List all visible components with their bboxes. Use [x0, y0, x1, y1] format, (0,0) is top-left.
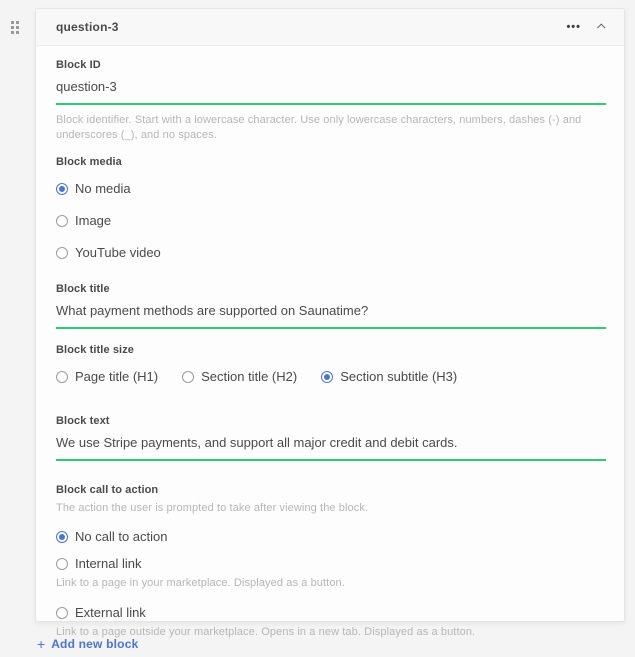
block-text-field-group — [56, 415, 606, 461]
block-title-input[interactable] — [56, 298, 606, 329]
radio-option-label: Page title (H1) — [75, 369, 159, 384]
radio-option-page-title-h1[interactable] — [56, 365, 158, 388]
radio-option-no-media[interactable] — [56, 177, 606, 200]
add-new-block-button[interactable] — [37, 637, 138, 651]
radio-icon[interactable] — [321, 371, 333, 383]
radio-option-label: No media — [75, 181, 131, 196]
card-body — [36, 46, 624, 640]
cta-option-help-text: Link to a page in your marketplace. Displayed as a button. — [56, 577, 345, 589]
header-actions — [566, 20, 608, 34]
radio-option-section-subtitle-h3[interactable] — [321, 365, 457, 388]
block-title-size-options — [56, 365, 606, 388]
radio-option-label: Image — [75, 213, 112, 228]
block-cta-field-group — [56, 484, 606, 640]
cta-option-no-call-to-action — [56, 525, 606, 548]
cta-option-help-text: Link to a page outside your marketplace. Opens in a new tab. Displayed as a button. — [56, 626, 476, 638]
radio-option-external-link[interactable] — [56, 601, 606, 624]
radio-icon[interactable] — [182, 371, 194, 383]
radio-option-label: YouTube video — [75, 245, 161, 260]
block-title-field-group — [56, 283, 606, 329]
block-id-label: Block ID — [56, 59, 101, 71]
radio-option-section-title-h2[interactable] — [182, 365, 297, 388]
radio-option-no-call-to-action[interactable] — [56, 525, 606, 548]
block-editor-card — [35, 8, 625, 638]
radio-icon[interactable] — [56, 371, 68, 383]
card-header — [36, 9, 624, 46]
radio-icon[interactable] — [56, 607, 68, 619]
radio-option-label: Section title (H2) — [201, 369, 298, 384]
chevron-up-icon — [597, 23, 605, 31]
block-media-field-group — [56, 156, 606, 264]
ellipsis-menu-icon[interactable]: ••• — [566, 21, 581, 33]
radio-option-image[interactable] — [56, 209, 606, 232]
block-media-label: Block media — [56, 156, 122, 168]
radio-option-label: No call to action — [75, 529, 168, 544]
block-cta-label: Block call to action — [56, 484, 159, 496]
plus-icon: + — [37, 636, 46, 652]
radio-icon[interactable] — [56, 247, 68, 259]
radio-icon[interactable] — [56, 215, 68, 227]
collapse-button[interactable] — [596, 21, 608, 33]
cta-option-internal-link — [56, 552, 606, 591]
radio-icon[interactable] — [56, 558, 68, 570]
block-title-heading: question-3 — [56, 20, 119, 34]
block-title-label: Block title — [56, 283, 110, 295]
block-media-options — [56, 177, 606, 264]
radio-option-internal-link[interactable] — [56, 552, 606, 575]
block-cta-help-text: The action the user is prompted to take after viewing the block. — [56, 502, 369, 514]
block-cta-options — [56, 525, 606, 640]
block-text-label: Block text — [56, 415, 110, 427]
radio-option-label: Section subtitle (H3) — [340, 369, 458, 384]
block-id-help-text: Block identifier. Start with a lowercase character. Use only lowercase characters, numbers, dashes (-) and underscores (_), and no spaces. — [56, 114, 582, 141]
radio-option-label: External link — [75, 605, 146, 620]
radio-option-youtube-video[interactable] — [56, 241, 606, 264]
radio-icon[interactable] — [56, 531, 68, 543]
block-id-input[interactable] — [56, 74, 606, 105]
radio-icon[interactable] — [56, 183, 68, 195]
add-new-block-label: Add new block — [51, 637, 139, 651]
cta-option-external-link — [56, 601, 606, 640]
block-id-field-group — [56, 59, 606, 143]
block-text-input[interactable] — [56, 430, 606, 461]
block-title-size-label: Block title size — [56, 344, 135, 356]
radio-option-label: Internal link — [75, 556, 142, 571]
block-title-size-field-group — [56, 344, 606, 388]
drag-handle-icon[interactable] — [9, 19, 21, 36]
